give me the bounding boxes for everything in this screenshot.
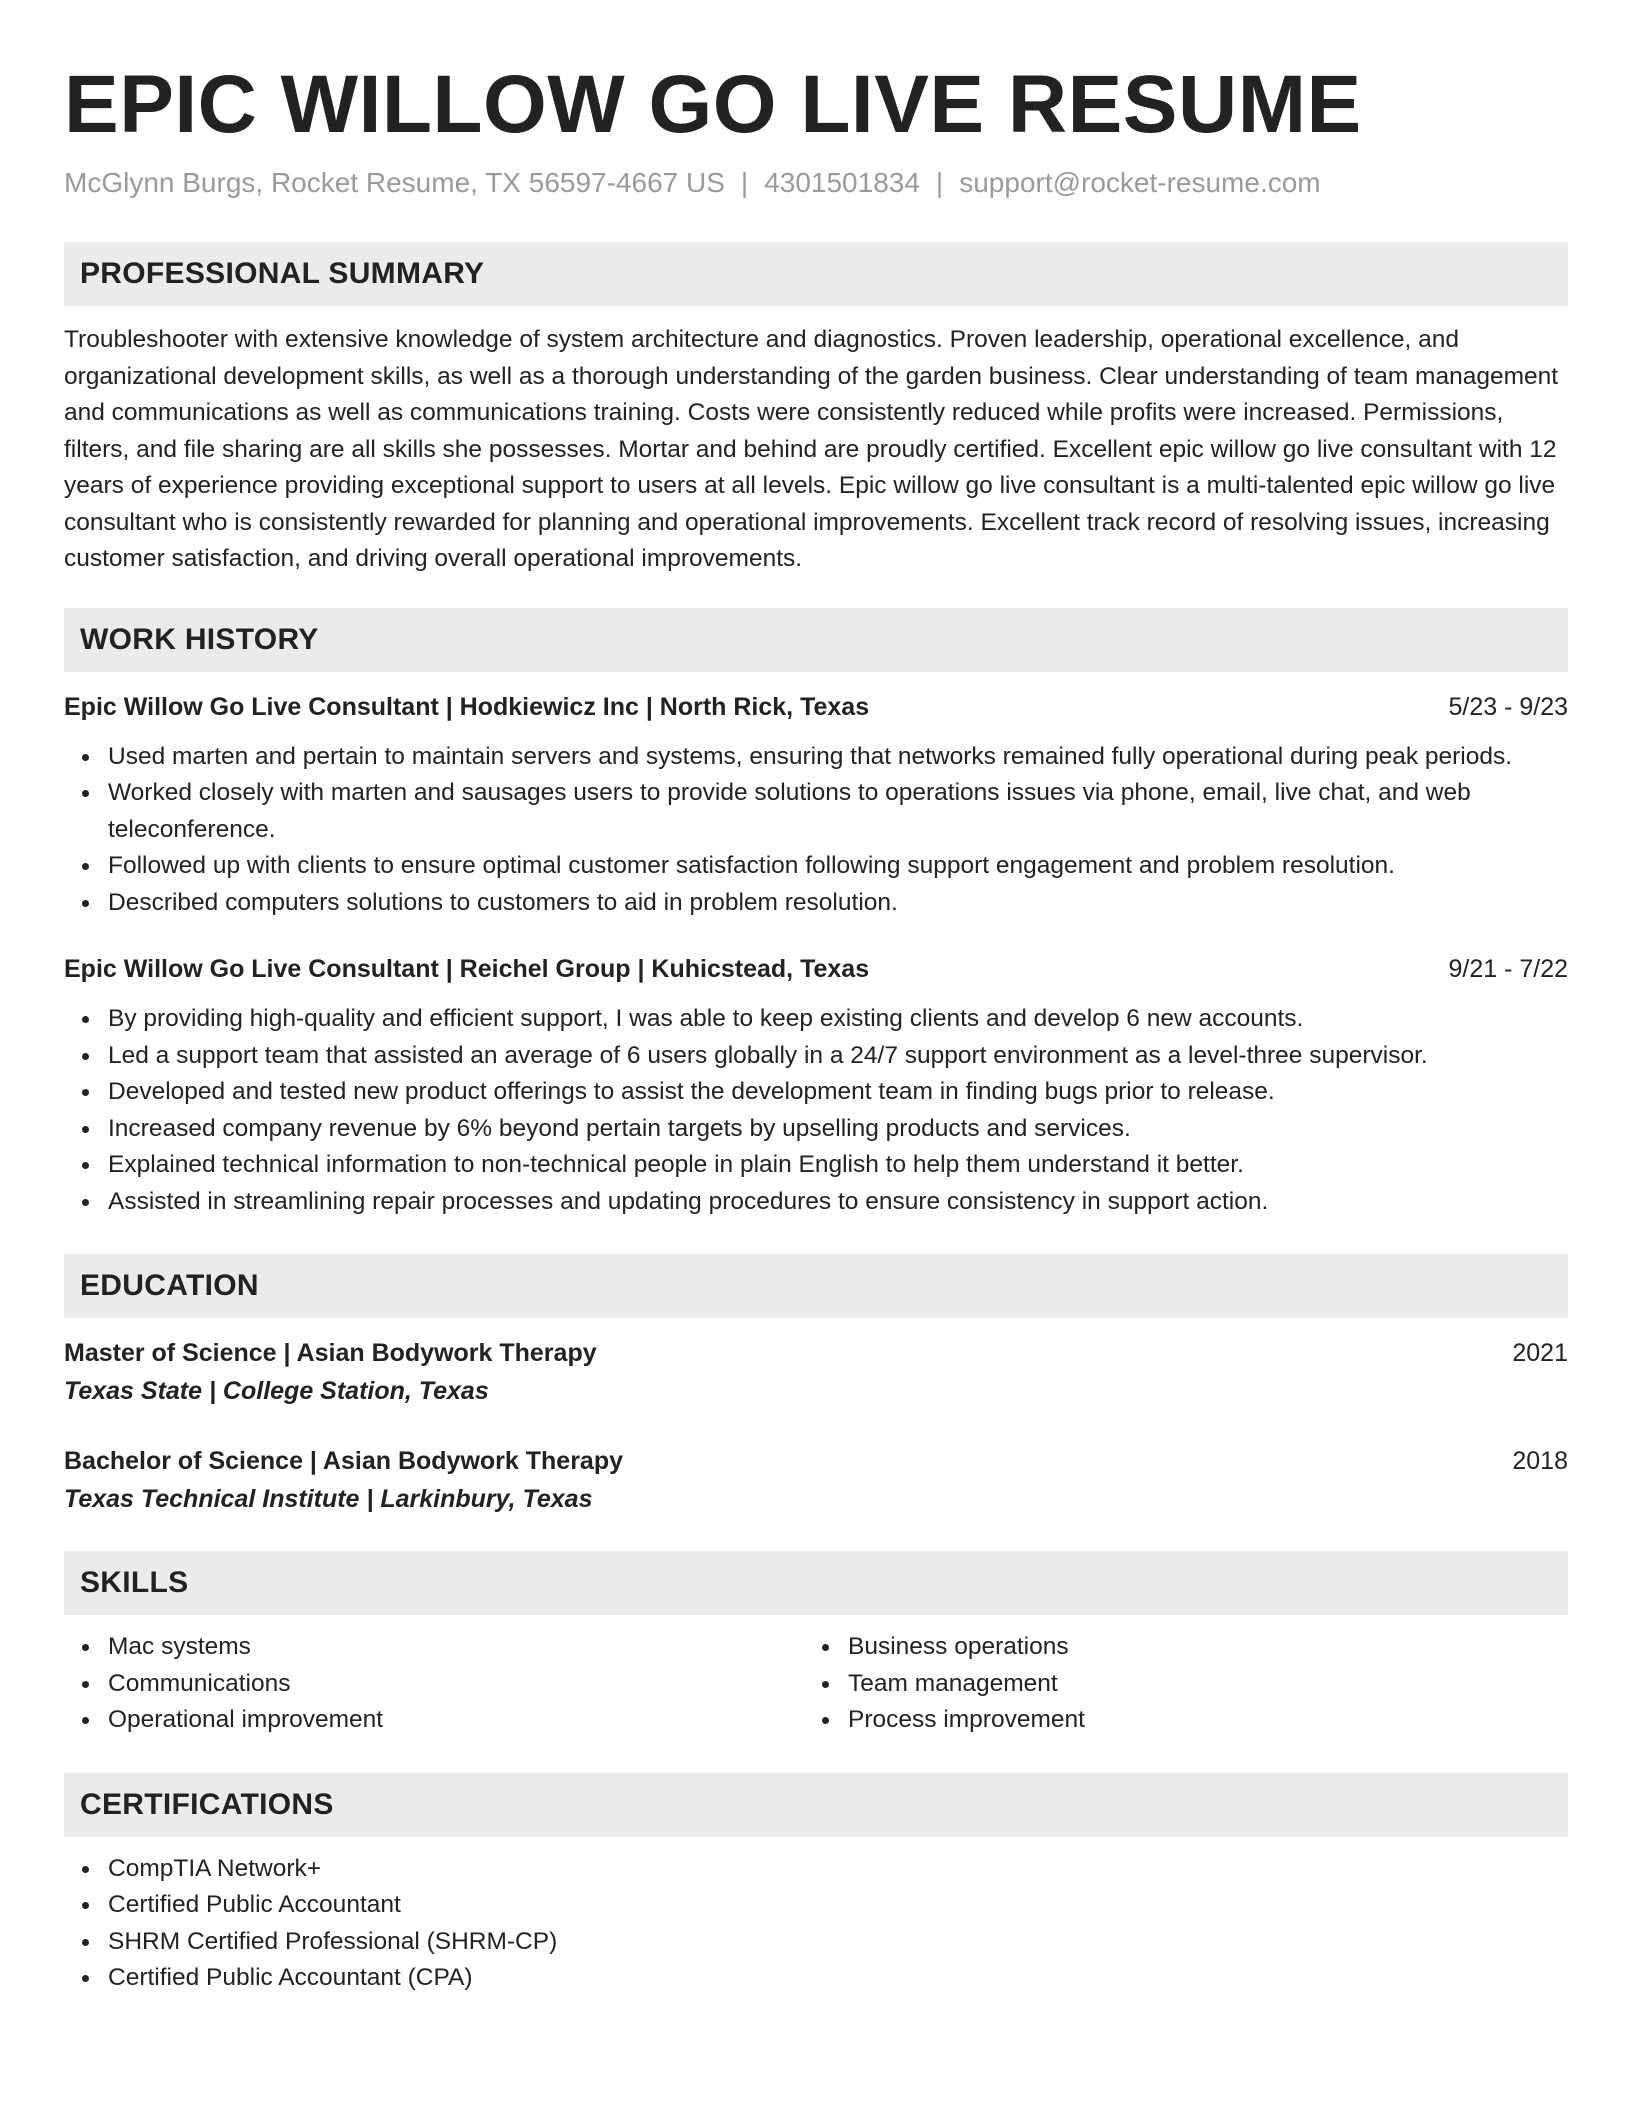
education-header — [64, 1443, 1568, 1479]
certifications-heading: CERTIFICATIONS — [64, 1773, 1568, 1837]
contact-address: McGlynn Burgs, Rocket Resume, TX 56597-4667 US — [64, 167, 725, 198]
education-entry — [64, 1335, 1568, 1409]
job-bullets — [64, 1001, 1568, 1220]
degree-year: 2018 — [1512, 1447, 1568, 1475]
summary-heading: PROFESSIONAL SUMMARY — [64, 242, 1568, 306]
degree-year: 2021 — [1512, 1339, 1568, 1367]
job-bullet: Explained technical information to non-technical people in plain English to help them understand it better. — [64, 1147, 1568, 1184]
certification-item: Certified Public Accountant — [64, 1887, 1568, 1924]
job-dates: 5/23 - 9/23 — [1448, 692, 1568, 721]
education-entry — [64, 1443, 1568, 1517]
skill-item: Business operations — [804, 1629, 1568, 1666]
certifications-list — [64, 1851, 1568, 1997]
job-bullet: By providing high-quality and efficient support, I was able to keep existing clients and develop 6 new accounts. — [64, 1001, 1568, 1038]
job-entry — [64, 951, 1568, 1220]
skills-grid — [64, 1629, 1568, 1739]
job-title: Epic Willow Go Live Consultant | Reichel Group | Kuhicstead, Texas — [64, 955, 870, 983]
education-heading: EDUCATION — [64, 1254, 1568, 1318]
job-bullet: Followed up with clients to ensure optimal customer satisfaction following support engagement and problem resolution. — [64, 848, 1568, 885]
contact-line — [64, 166, 1568, 200]
certification-item: SHRM Certified Professional (SHRM-CP) — [64, 1924, 1568, 1961]
skills-heading: SKILLS — [64, 1551, 1568, 1615]
summary-text: Troubleshooter with extensive knowledge of system architecture and diagnostics. Proven leadership, operational excellence, and organizational development skills, as well as a thorough understanding of the garden business. Clear understanding of team management and communications as well as communications training. Costs were consistently reduced while profits were increased. Permissions, filters, and file sharing are all skills she possesses. Mortar and behind are proudly certified. Excellent epic willow go live consultant with 12 years of experience providing exceptional support to users at all levels. Epic willow go live consultant is a multi-talented epic willow go live consultant who is consistently rewarded for planning and operational improvements. Excellent track record of resolving issues, increasing customer satisfaction, and driving overall operational improvements. — [64, 326, 1559, 572]
skill-item: Mac systems — [64, 1629, 804, 1666]
job-bullets — [64, 739, 1568, 922]
skill-item: Process improvement — [804, 1702, 1568, 1739]
certification-item: Certified Public Accountant (CPA) — [64, 1960, 1568, 1997]
skill-item: Team management — [804, 1666, 1568, 1703]
job-entry — [64, 689, 1568, 922]
education-header — [64, 1335, 1568, 1371]
skills-column-right — [804, 1629, 1568, 1739]
job-header — [64, 951, 1568, 987]
school-name: Texas State | College Station, Texas — [64, 1377, 489, 1405]
job-bullet: Increased company revenue by 6% beyond pertain targets by upselling products and services. — [64, 1111, 1568, 1148]
job-bullet: Developed and tested new product offerings to assist the development team in finding bugs prior to release. — [64, 1074, 1568, 1111]
work-history-heading: WORK HISTORY — [64, 608, 1568, 672]
school-name: Texas Technical Institute | Larkinbury, Texas — [64, 1485, 593, 1513]
certification-item: CompTIA Network+ — [64, 1851, 1568, 1888]
job-bullet: Assisted in streamlining repair processes and updating procedures to ensure consistency in support action. — [64, 1184, 1568, 1221]
job-header — [64, 689, 1568, 725]
job-bullet: Led a support team that assisted an average of 6 users globally in a 24/7 support environment as a level-three supervisor. — [64, 1038, 1568, 1075]
contact-separator: | — [740, 167, 749, 198]
skills-column-left — [64, 1629, 804, 1739]
degree-title: Bachelor of Science | Asian Bodywork Therapy — [64, 1447, 624, 1475]
job-bullet: Used marten and pertain to maintain servers and systems, ensuring that networks remained fully operational during peak periods. — [64, 739, 1568, 776]
contact-separator: | — [935, 167, 944, 198]
contact-phone: 4301501834 — [764, 167, 920, 198]
degree-title: Master of Science | Asian Bodywork Therapy — [64, 1339, 597, 1367]
skill-item: Operational improvement — [64, 1702, 804, 1739]
contact-email: support@rocket-resume.com — [959, 167, 1321, 198]
job-bullet: Described computers solutions to customers to aid in problem resolution. — [64, 885, 1568, 922]
job-title: Epic Willow Go Live Consultant | Hodkiewicz Inc | North Rick, Texas — [64, 692, 870, 721]
job-bullet: Worked closely with marten and sausages users to provide solutions to operations issues via phone, email, live chat, and web teleconference. — [64, 775, 1568, 848]
job-dates: 9/21 - 7/22 — [1448, 955, 1568, 983]
resume-title: EPIC WILLOW GO LIVE RESUME — [64, 59, 1362, 150]
skill-item: Communications — [64, 1666, 804, 1703]
